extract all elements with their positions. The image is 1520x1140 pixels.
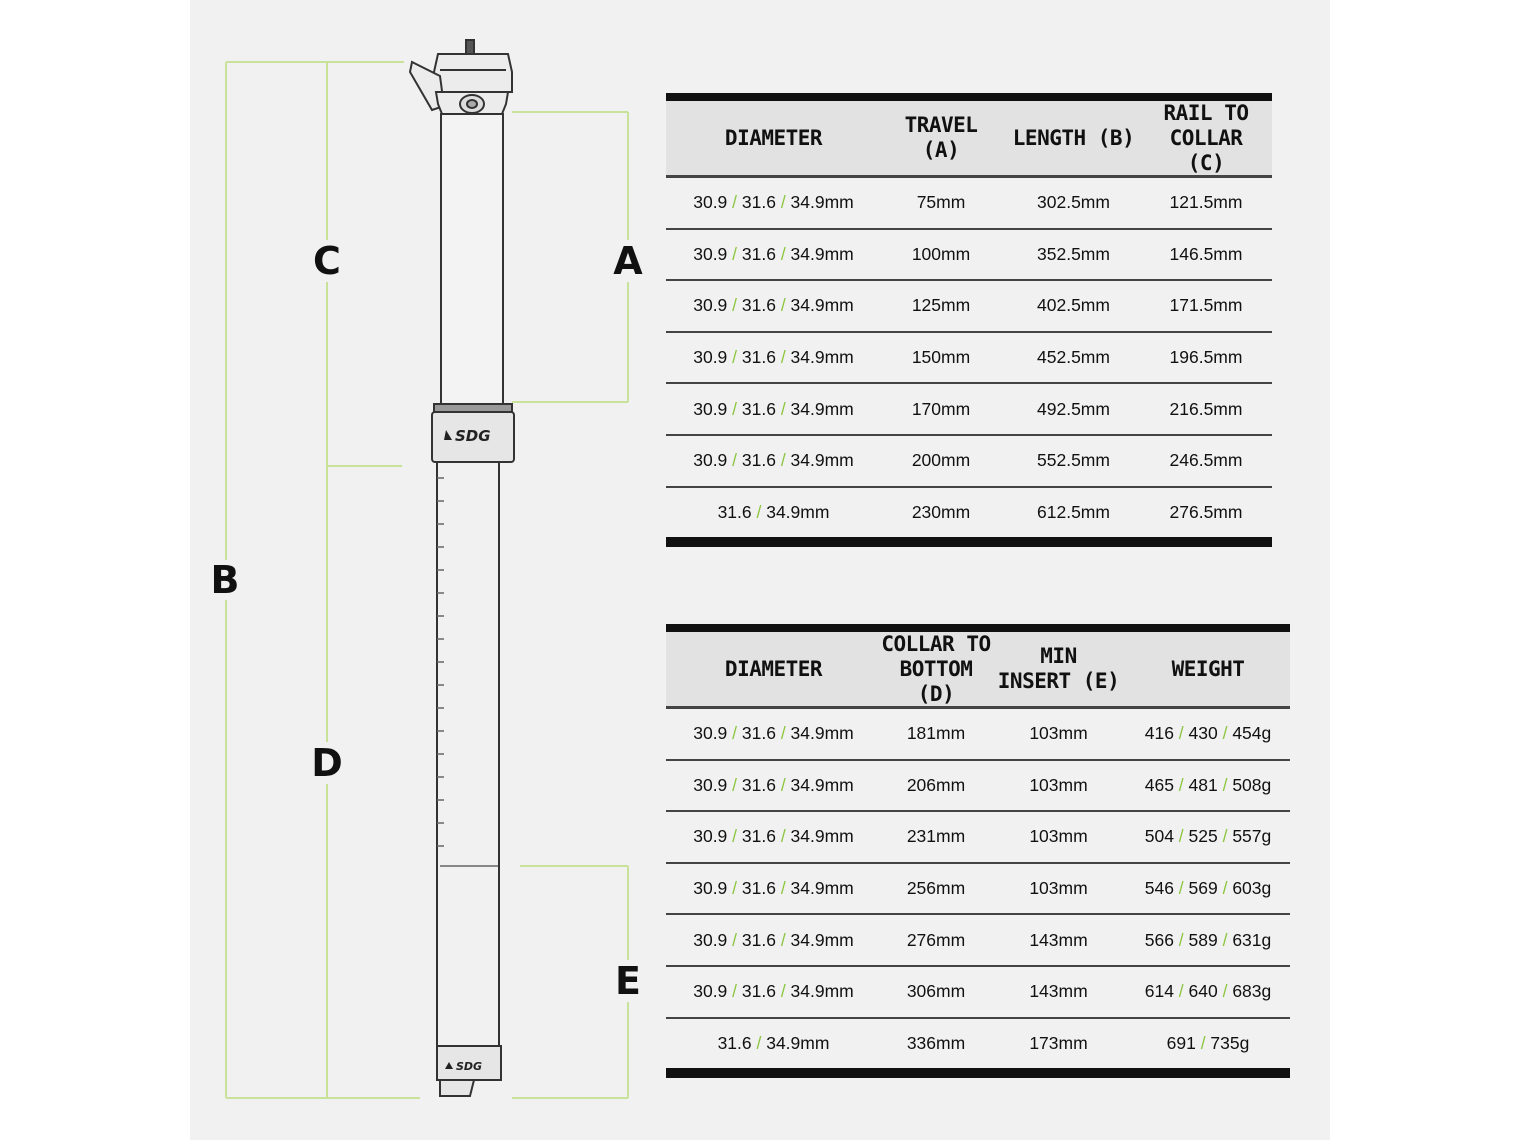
- diameter-cell-value: 30.9: [693, 723, 728, 744]
- travel-cell: 100mm: [911, 243, 971, 264]
- length-cell: 352.5mm: [1037, 243, 1110, 264]
- diameter-cell-value: 31.6: [741, 826, 776, 847]
- length-cell: 402.5mm: [1037, 295, 1110, 316]
- separator: /: [727, 347, 742, 368]
- separator: /: [775, 929, 791, 950]
- label-a: A: [613, 239, 643, 283]
- diameter-cell-value: 30.9: [693, 929, 728, 950]
- separator: /: [775, 295, 791, 316]
- weight-table-header: [666, 632, 1290, 709]
- min-insert-cell: 143mm: [1029, 981, 1088, 1002]
- diameter-cell-value: 31.6: [741, 774, 776, 795]
- diameter-cell-value: 30.9: [693, 398, 728, 419]
- weight-cell-value: 603g: [1232, 878, 1272, 899]
- travel-cell: 125mm: [911, 295, 971, 316]
- collar-to-bottom-cell: 231mm: [906, 826, 966, 847]
- separator: /: [1173, 929, 1189, 950]
- diameter-cell: [666, 930, 881, 951]
- col-min-insert-header: MIN INSERT (E): [997, 644, 1120, 693]
- diameter-cell-value: 34.9mm: [790, 450, 854, 471]
- weight-cell: [1126, 723, 1290, 744]
- diameter-cell-value: 31.6: [741, 192, 776, 213]
- length-cell: 552.5mm: [1037, 450, 1110, 471]
- separator: /: [775, 826, 791, 847]
- weight-cell-value: 465: [1144, 774, 1174, 795]
- diameter-cell-value: 30.9: [693, 826, 728, 847]
- col-length-header: LENGTH (B): [1012, 125, 1135, 150]
- weight-cell: [1126, 981, 1290, 1002]
- collar-to-bottom-cell: 256mm: [906, 878, 966, 899]
- travel-cell: 75mm: [916, 192, 966, 213]
- weight-cell-value: 504: [1144, 826, 1174, 847]
- label-b: B: [210, 558, 240, 602]
- bottom-logo-text: SDG: [456, 1060, 483, 1073]
- separator: /: [775, 723, 791, 744]
- dimension-table-body: [666, 178, 1272, 537]
- diameter-cell-value: 34.9mm: [790, 878, 854, 899]
- table-row: [666, 967, 1290, 1019]
- weight-cell-value: 525: [1188, 826, 1218, 847]
- diameter-cell-value: 30.9: [693, 243, 728, 264]
- weight-cell-value: 735g: [1210, 1032, 1250, 1053]
- rail-to-collar-cell: 121.5mm: [1169, 192, 1243, 213]
- diameter-cell-value: 31.6: [741, 243, 776, 264]
- weight-cell-value: 508g: [1232, 774, 1272, 795]
- rail-to-collar-cell: 171.5mm: [1169, 295, 1243, 316]
- clamp-barrel-core: [467, 100, 477, 108]
- separator: /: [775, 450, 791, 471]
- separator: /: [775, 981, 791, 1002]
- col-diameter-header: DIAMETER: [724, 656, 823, 681]
- col-weight-header: WEIGHT: [1171, 656, 1245, 681]
- diameter-cell-value: 34.9mm: [790, 398, 854, 419]
- weight-cell-value: 566: [1144, 929, 1174, 950]
- seatpost-diagram: [0, 0, 660, 1140]
- diameter-cell-value: 34.9mm: [790, 192, 854, 213]
- weight-cell-value: 569: [1188, 878, 1218, 899]
- travel-cell: 170mm: [911, 398, 971, 419]
- length-cell: 452.5mm: [1037, 347, 1110, 368]
- weight-cell-value: 683g: [1232, 981, 1272, 1002]
- separator: /: [727, 243, 742, 264]
- label-d: D: [311, 741, 343, 785]
- separator: /: [727, 981, 742, 1002]
- separator: /: [727, 192, 742, 213]
- rail-to-collar-cell: 146.5mm: [1169, 243, 1243, 264]
- table-row: [666, 761, 1290, 813]
- separator: /: [775, 347, 791, 368]
- collar-to-bottom-cell: 206mm: [906, 774, 966, 795]
- min-insert-cell: 103mm: [1029, 723, 1088, 744]
- min-insert-cell: 103mm: [1029, 826, 1088, 847]
- separator: /: [727, 878, 742, 899]
- separator: /: [751, 501, 767, 522]
- weight-cell-value: 430: [1188, 723, 1218, 744]
- weight-cell-value: 589: [1188, 929, 1218, 950]
- dimension-lines: [226, 62, 628, 1098]
- diameter-cell-value: 31.6: [741, 295, 776, 316]
- separator: /: [751, 1032, 767, 1053]
- separator: /: [775, 398, 791, 419]
- diameter-cell-value: 34.9mm: [790, 929, 854, 950]
- diameter-cell: [666, 826, 881, 847]
- table-row: [666, 281, 1272, 333]
- diameter-cell-value: 30.9: [693, 450, 728, 471]
- lower-tube: [437, 462, 499, 1046]
- collar-logo-text: SDG: [455, 427, 491, 445]
- separator: /: [727, 398, 742, 419]
- diameter-cell: [666, 347, 881, 368]
- travel-cell: 230mm: [911, 501, 971, 522]
- separator: /: [775, 192, 791, 213]
- diameter-cell: [666, 775, 881, 796]
- weight-cell: [1126, 1033, 1290, 1054]
- diameter-cell: [666, 981, 881, 1002]
- col-travel-header: TRAVEL (A): [904, 113, 978, 162]
- diameter-cell-value: 30.9: [693, 878, 728, 899]
- bottom-foot: [440, 1080, 474, 1096]
- clamp-head: [434, 54, 512, 92]
- weight-cell: [1126, 826, 1290, 847]
- separator: /: [1217, 981, 1233, 1002]
- travel-cell: 150mm: [911, 347, 971, 368]
- separator: /: [1217, 723, 1233, 744]
- diameter-cell-value: 31.6: [741, 878, 776, 899]
- upper-stanchion: [441, 114, 503, 406]
- separator: /: [727, 929, 742, 950]
- separator: /: [727, 450, 742, 471]
- separator: /: [1173, 826, 1189, 847]
- separator: /: [775, 243, 791, 264]
- table-row: [666, 812, 1290, 864]
- length-cell: 302.5mm: [1037, 192, 1110, 213]
- weight-cell-value: 546: [1144, 878, 1174, 899]
- weight-cell-value: 631g: [1232, 929, 1272, 950]
- diameter-cell-value: 30.9: [693, 295, 728, 316]
- separator: /: [1195, 1032, 1211, 1053]
- diameter-cell-value: 31.6: [741, 929, 776, 950]
- table-row: [666, 230, 1272, 282]
- separator: /: [1217, 929, 1233, 950]
- rail-to-collar-cell: 246.5mm: [1169, 450, 1243, 471]
- col-rail-to-collar-header: RAIL TO COLLAR (C): [1163, 100, 1249, 175]
- diameter-cell-value: 34.9mm: [790, 981, 854, 1002]
- collar-seal: [434, 404, 512, 412]
- separator: /: [1217, 826, 1233, 847]
- col-diameter-header: DIAMETER: [724, 125, 823, 150]
- diameter-cell-value: 31.6: [741, 723, 776, 744]
- travel-cell: 200mm: [911, 450, 971, 471]
- table-row: [666, 915, 1290, 967]
- diameter-cell: [666, 295, 881, 316]
- col-collar-to-bottom-header: COLLAR TO BOTTOM (D): [881, 631, 991, 706]
- diameter-cell-value: 34.9mm: [790, 347, 854, 368]
- separator: /: [775, 774, 791, 795]
- diameter-cell-value: 34.9mm: [766, 1032, 830, 1053]
- weight-cell-value: 416: [1144, 723, 1174, 744]
- diameter-cell-value: 30.9: [693, 192, 728, 213]
- dimension-table-header: [666, 101, 1272, 178]
- table-row: [666, 488, 1272, 538]
- separator: /: [727, 295, 742, 316]
- weight-cell: [1126, 930, 1290, 951]
- table-row: [666, 436, 1272, 488]
- weight-cell-value: 557g: [1232, 826, 1272, 847]
- weight-cell-value: 640: [1188, 981, 1218, 1002]
- separator: /: [727, 826, 742, 847]
- weight-cell-value: 454g: [1232, 723, 1272, 744]
- rail-to-collar-cell: 196.5mm: [1169, 347, 1243, 368]
- diameter-cell: [666, 399, 881, 420]
- separator: /: [1173, 981, 1189, 1002]
- collar-to-bottom-cell: 276mm: [906, 929, 966, 950]
- diameter-cell-value: 31.6: [717, 501, 752, 522]
- diameter-cell-value: 34.9mm: [790, 723, 854, 744]
- label-c: C: [313, 239, 341, 283]
- rail-to-collar-cell: 276.5mm: [1169, 501, 1243, 522]
- rail-to-collar-cell: 216.5mm: [1169, 398, 1243, 419]
- separator: /: [1217, 878, 1233, 899]
- weight-cell: [1126, 878, 1290, 899]
- min-insert-cell: 103mm: [1029, 878, 1088, 899]
- separator: /: [1173, 878, 1189, 899]
- weight-cell-value: 481: [1188, 774, 1218, 795]
- separator: /: [727, 723, 742, 744]
- collar-to-bottom-cell: 336mm: [906, 1032, 966, 1053]
- diameter-cell-value: 30.9: [693, 347, 728, 368]
- seatpost-drawing: [410, 40, 514, 1096]
- diameter-cell-value: 30.9: [693, 774, 728, 795]
- separator: /: [1173, 774, 1189, 795]
- separator: /: [727, 774, 742, 795]
- diameter-cell-value: 31.6: [741, 450, 776, 471]
- weight-cell-value: 691: [1166, 1032, 1196, 1053]
- diameter-cell-value: 34.9mm: [766, 501, 830, 522]
- table-row: [666, 709, 1290, 761]
- diameter-cell-value: 31.6: [741, 981, 776, 1002]
- diameter-cell-value: 34.9mm: [790, 826, 854, 847]
- min-insert-cell: 103mm: [1029, 774, 1088, 795]
- collar-to-bottom-cell: 306mm: [906, 981, 966, 1002]
- separator: /: [1173, 723, 1189, 744]
- dimension-table: [666, 93, 1272, 547]
- min-insert-cell: 173mm: [1029, 1032, 1088, 1053]
- table-row: [666, 864, 1290, 916]
- diameter-cell-value: 31.6: [741, 398, 776, 419]
- separator: /: [1217, 774, 1233, 795]
- collar-to-bottom-cell: 181mm: [906, 723, 966, 744]
- separator: /: [775, 878, 791, 899]
- table-row: [666, 384, 1272, 436]
- diameter-cell: [666, 723, 881, 744]
- length-cell: 612.5mm: [1037, 501, 1110, 522]
- diameter-cell-value: 31.6: [741, 347, 776, 368]
- weight-table-body: [666, 709, 1290, 1068]
- weight-cell: [1126, 775, 1290, 796]
- diameter-cell-value: 34.9mm: [790, 243, 854, 264]
- diameter-cell-value: 34.9mm: [790, 295, 854, 316]
- diameter-cell-value: 34.9mm: [790, 774, 854, 795]
- weight-table: [666, 624, 1290, 1078]
- diameter-cell: [666, 878, 881, 899]
- table-row: [666, 178, 1272, 230]
- diameter-cell: [666, 1033, 881, 1054]
- diameter-cell-value: 31.6: [717, 1032, 752, 1053]
- table-row: [666, 333, 1272, 385]
- diameter-cell: [666, 244, 881, 265]
- diameter-cell: [666, 502, 881, 523]
- clamp-bolt: [466, 40, 474, 54]
- weight-cell-value: 614: [1144, 981, 1174, 1002]
- label-e: E: [615, 959, 641, 1003]
- diameter-cell: [666, 450, 881, 471]
- table-row: [666, 1019, 1290, 1069]
- length-cell: 492.5mm: [1037, 398, 1110, 419]
- diameter-cell-value: 30.9: [693, 981, 728, 1002]
- min-insert-cell: 143mm: [1029, 929, 1088, 950]
- diameter-cell: [666, 192, 881, 213]
